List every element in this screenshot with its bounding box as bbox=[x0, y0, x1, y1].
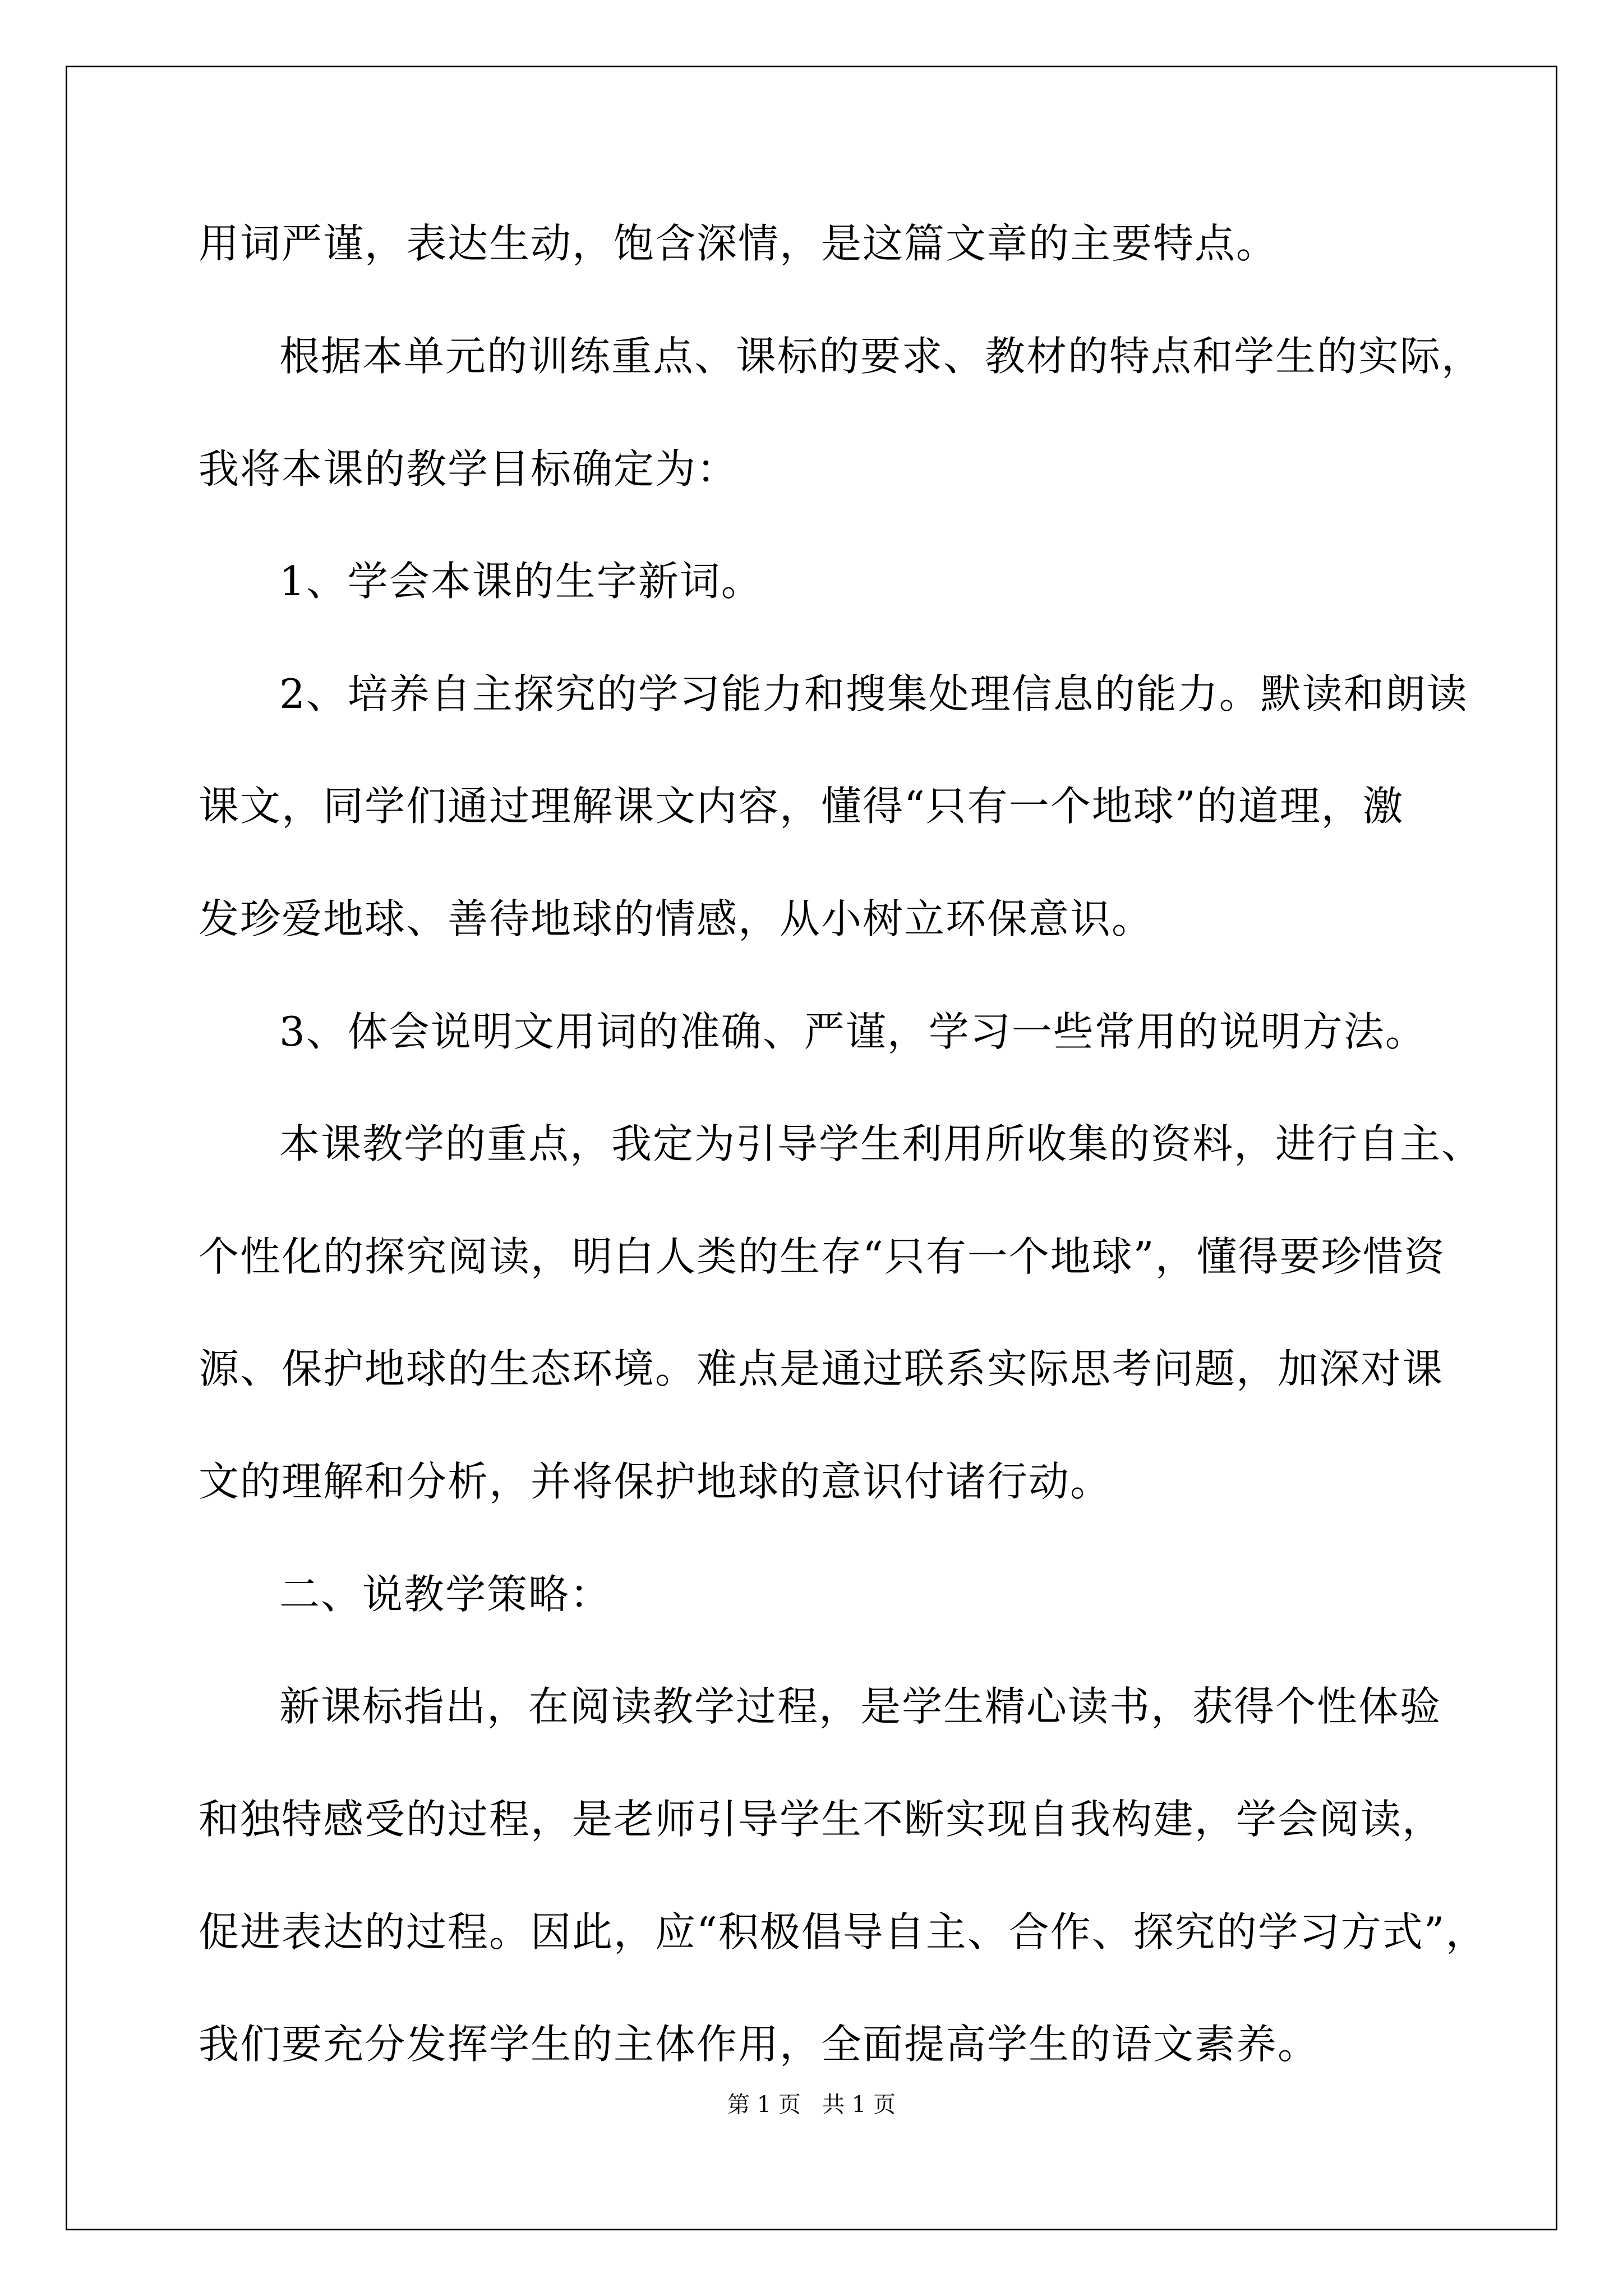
body-line: 源、保护地球的生态环境。难点是通过联系实际思考问题，加深对课 bbox=[199, 1345, 1444, 1392]
body-line: 个性化的探究阅读，明白人类的生存“只有一个地球”，懂得要珍惜资 bbox=[199, 1233, 1446, 1280]
body-line: 发珍爱地球、善待地球的情感，从小树立环保意识。 bbox=[199, 895, 1154, 942]
body-line: 用词严谨，表达生动，饱含深情，是这篇文章的主要特点。 bbox=[199, 220, 1278, 267]
body-line: 3、体会说明文用词的准确、严谨，学习一些常用的说明方法。 bbox=[279, 1008, 1427, 1055]
page-footer: 第 1 页 共 1 页 bbox=[727, 2092, 896, 2118]
body-line: 和独特感受的过程，是老师引导学生不断实现自我构建，学会阅读， bbox=[199, 1796, 1444, 1843]
body-line: 2、培养自主探究的学习能力和搜集处理信息的能力。默读和朗读 bbox=[279, 670, 1468, 717]
body-line: 新课标指出，在阅读教学过程，是学生精心读书，获得个性体验 bbox=[279, 1683, 1442, 1730]
section-heading: 二、说教学策略： bbox=[279, 1571, 612, 1618]
body-line: 课文，同学们通过理解课文内容，懂得“只有一个地球”的道理，激 bbox=[199, 783, 1404, 830]
body-line: 文的理解和分析，并将保护地球的意识付诸行动。 bbox=[199, 1458, 1112, 1505]
body-line: 我将本课的教学目标确定为： bbox=[199, 445, 739, 493]
body-line: 促进表达的过程。因此，应“积极倡导自主、合作、探究的学习方式”， bbox=[199, 1908, 1487, 1955]
body-line: 根据本单元的训练重点、课标的要求、教材的特点和学生的实际， bbox=[279, 333, 1483, 380]
body-line: 本课教学的重点，我定为引导学生利用所收集的资料，进行自主、 bbox=[279, 1120, 1483, 1167]
body-line: 1、学会本课的生字新词。 bbox=[279, 558, 763, 605]
body-line: 我们要充分发挥学生的主体作用，全面提高学生的语文素养。 bbox=[199, 2021, 1320, 2068]
